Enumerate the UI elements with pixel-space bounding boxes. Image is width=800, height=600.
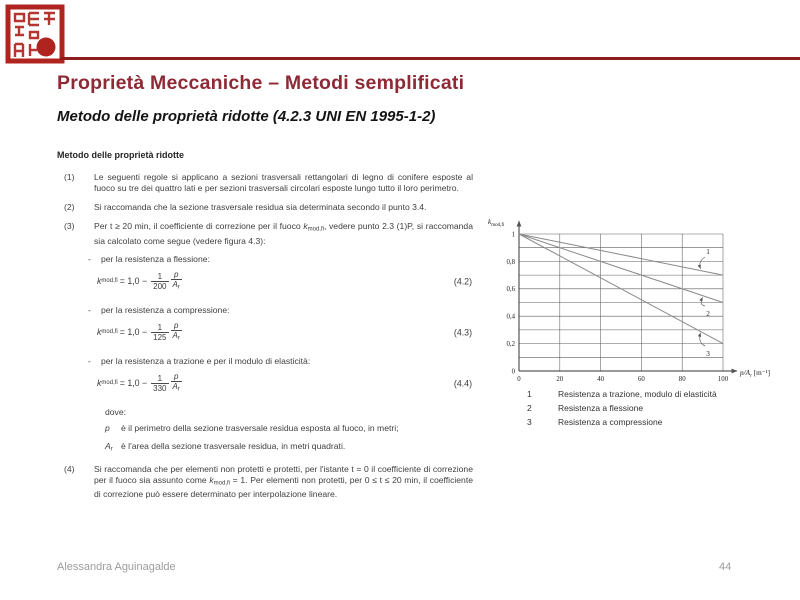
svg-text:3: 3 — [706, 350, 710, 358]
kmodfi-line-chart — [483, 198, 800, 394]
equation-4-2: k mod,fi = 1,0 − $\frac{1}{200}$ $\frac{p}{A_r}$ (4.2) — [97, 270, 472, 291]
equation-4-3: k mod,fi = 1,0 − $\frac{1}{125}$ $\frac{p}{A_r}$ (4.3) — [97, 321, 472, 342]
clause-3 — [57, 221, 473, 247]
chart-legend — [527, 387, 717, 429]
slide-subtitle: Metodo delle proprietà ridotte (4.2.3 UNI EN 1995-1-2) — [57, 108, 436, 125]
clause-text: Si raccomanda che per elementi non protetti e protetti, per l'istante t = 0 il coefficiente di correzione per il fuoco sia assunto come $k_{mod,fi} = 1$. Per elementi non protetti, per 0 ≤ t ≤ 20 min, il coefficiente di correzione può essere determinato per interpolazione lineare. — [94, 463, 474, 499]
clause-text: Per t ≥ 20 min, il coefficiente di correzione per il fuoco $k_{mod,fi}$, vedere punto 2.3 (1)P, si raccomanda sia calcolato come segue (vedere figura 4.3): — [94, 221, 473, 246]
standard-excerpt — [57, 150, 473, 508]
bullet-trazione: - per la resistenza a trazione e per il modulo di elasticità: — [88, 355, 311, 366]
svg-text:0,6: 0,6 — [506, 286, 515, 294]
clause-number: (4) — [64, 463, 75, 474]
clause-1 — [57, 172, 473, 194]
clause-4 — [57, 464, 473, 501]
svg-text:1: 1 — [706, 248, 710, 256]
equation-tag: (4.2) — [453, 276, 472, 286]
svg-text:0,4: 0,4 — [506, 313, 515, 321]
svg-text:100: 100 — [717, 376, 729, 383]
equation-tag: (4.4) — [453, 378, 472, 388]
legend-item: 1 Resistenza a trazione, modulo di elasticità — [527, 389, 717, 399]
clause-text: Si raccomanda che la sezione trasversale residua sia determinata secondo il punto 3.4. — [94, 202, 427, 212]
clause-number: (1) — [64, 172, 75, 182]
clause-2 — [57, 202, 473, 213]
clause-number: (3) — [64, 221, 75, 231]
bullet-compressione: - per la resistenza a compressione: — [88, 304, 230, 315]
svg-text:0: 0 — [517, 376, 521, 383]
clause-number: (2) — [64, 202, 75, 212]
svg-text:60: 60 — [638, 376, 645, 383]
svg-text:0,8: 0,8 — [506, 258, 515, 266]
svg-text:40: 40 — [597, 376, 604, 383]
header-divider — [60, 57, 800, 60]
definition-p: p è il perimetro della sezione trasversale residua esposta al fuoco, in metri; — [105, 422, 399, 433]
figure-4-3-chart — [483, 198, 800, 394]
x-axis-label: $p/A_r$ [m⁻¹] — [740, 369, 771, 379]
svg-text:20: 20 — [556, 376, 564, 383]
svg-text:0,2: 0,2 — [506, 341, 515, 348]
svg-text:2: 2 — [706, 310, 710, 318]
slide-page-number: 44 — [719, 561, 732, 573]
legend-item: 3 Resistenza a compressione — [527, 417, 663, 427]
where-intro: dove: — [105, 406, 127, 417]
excerpt-heading: Metodo delle proprietà ridotte — [57, 150, 185, 160]
svg-text:80: 80 — [678, 376, 686, 383]
footer-author: Alessandra Aguinagalde — [57, 561, 176, 573]
equation-tag: (4.3) — [453, 327, 472, 337]
definition-ar: $A_r$ è l'area della sezione trasversale residua, in metri quadrati. — [105, 441, 346, 453]
seal-logo-icon — [3, 1, 67, 67]
legend-item: 2 Resistenza a flessione — [527, 403, 644, 413]
equation-4-4: k mod,fi = 1,0 − $\frac{1}{330}$ $\frac{p}{A_r}$ (4.4) — [97, 372, 472, 393]
svg-text:1: 1 — [511, 231, 515, 239]
clause-text: Le seguenti regole si applicano a sezioni trasversali rettangolari di legno di conifere esposte al fuoco su tre dei quattro lati e per sezioni trasversali circolari esposte lungo tutto il loro perimetro. — [94, 172, 473, 193]
y-axis-label: $k_{mod,fi}$ — [488, 218, 505, 228]
slide-title: Proprietà Meccaniche – Metodi semplificati — [57, 72, 465, 94]
bullet-flessione: - per la resistenza a flessione: — [88, 253, 210, 264]
svg-text:0: 0 — [511, 368, 515, 376]
